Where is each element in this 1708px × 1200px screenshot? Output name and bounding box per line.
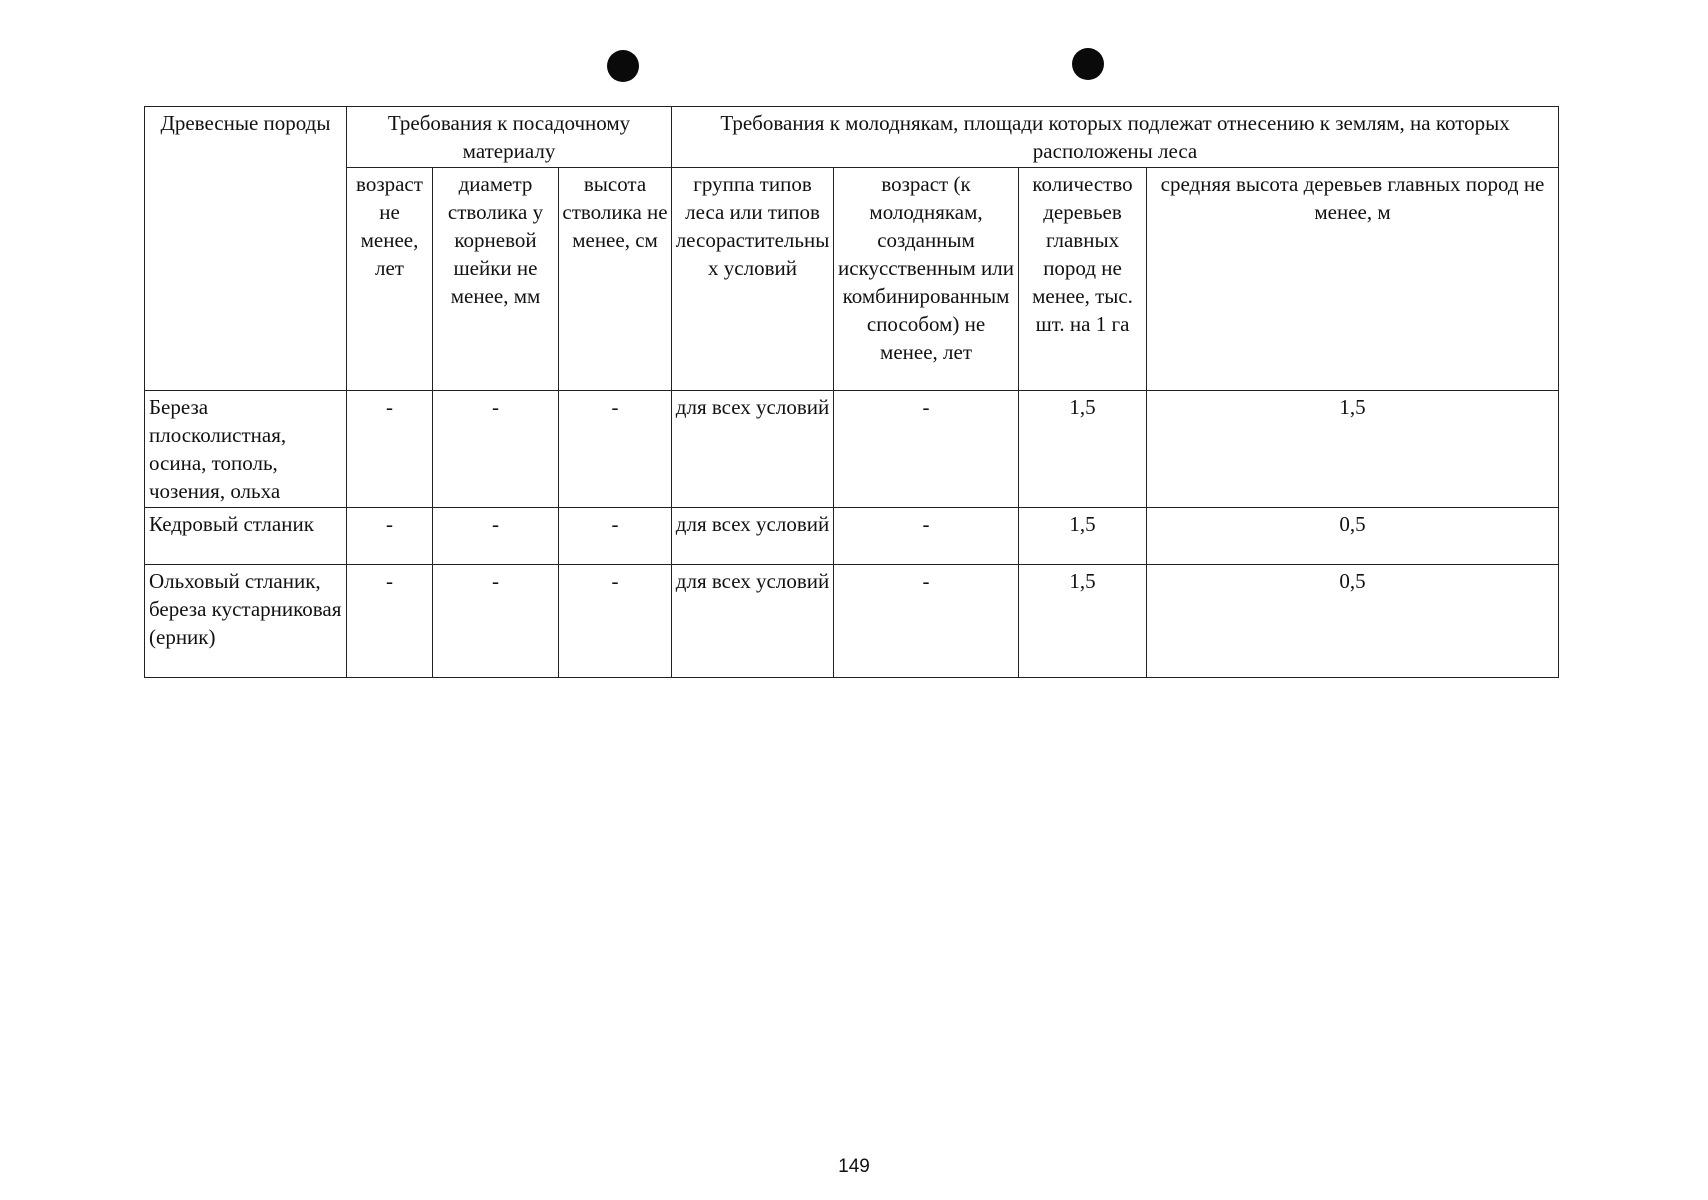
cell-planting-diameter: - <box>433 391 559 508</box>
header-forest-type-group: группа типов леса или типов лесорастительных условий <box>672 168 834 391</box>
header-planting-height: высота стволика не менее, см <box>559 168 672 391</box>
cell-tree-count: 1,5 <box>1019 508 1147 565</box>
cell-young-age: - <box>834 508 1019 565</box>
cell-planting-age: - <box>347 391 433 508</box>
punch-hole-left <box>607 50 639 82</box>
cell-planting-age: - <box>347 565 433 678</box>
header-row-1 <box>145 107 1559 168</box>
cell-species: Береза плосколистная, осина, тополь, чозения, ольха <box>145 391 347 508</box>
cell-young-age: - <box>834 565 1019 678</box>
header-row-2 <box>145 168 1559 391</box>
table-row <box>145 391 1559 508</box>
requirements-table <box>144 106 1559 678</box>
cell-avg-height: 1,5 <box>1147 391 1559 508</box>
cell-planting-age: - <box>347 508 433 565</box>
header-species: Древесные породы <box>145 107 347 391</box>
header-planting-material: Требования к посадочному материалу <box>347 107 672 168</box>
header-tree-count: количество деревьев главных пород не менее, тыс. шт. на 1 га <box>1019 168 1147 391</box>
cell-planting-diameter: - <box>433 565 559 678</box>
cell-forest-type-group: для всех условий <box>672 391 834 508</box>
table-row <box>145 565 1559 678</box>
cell-forest-type-group: для всех условий <box>672 508 834 565</box>
page-number: 149 <box>838 1156 870 1177</box>
cell-species: Ольховый стланик, береза кустарниковая (ерник) <box>145 565 347 678</box>
cell-tree-count: 1,5 <box>1019 565 1147 678</box>
header-avg-height: средняя высота деревьев главных пород не менее, м <box>1147 168 1559 391</box>
header-planting-age: возраст не менее, лет <box>347 168 433 391</box>
header-young-age: возраст (к молоднякам, созданным искусственным или комбинированным способом) не менее, лет <box>834 168 1019 391</box>
header-young-stands: Требования к молоднякам, площади которых подлежат отнесению к землям, на которых расположены леса <box>672 107 1559 168</box>
cell-species: Кедровый стланик <box>145 508 347 565</box>
cell-forest-type-group: для всех условий <box>672 565 834 678</box>
cell-tree-count: 1,5 <box>1019 391 1147 508</box>
punch-hole-right <box>1072 48 1104 80</box>
table-row <box>145 508 1559 565</box>
cell-planting-height: - <box>559 508 672 565</box>
cell-planting-diameter: - <box>433 508 559 565</box>
header-planting-diameter: диаметр стволика у корневой шейки не менее, мм <box>433 168 559 391</box>
cell-planting-height: - <box>559 391 672 508</box>
cell-avg-height: 0,5 <box>1147 565 1559 678</box>
cell-avg-height: 0,5 <box>1147 508 1559 565</box>
cell-planting-height: - <box>559 565 672 678</box>
cell-young-age: - <box>834 391 1019 508</box>
